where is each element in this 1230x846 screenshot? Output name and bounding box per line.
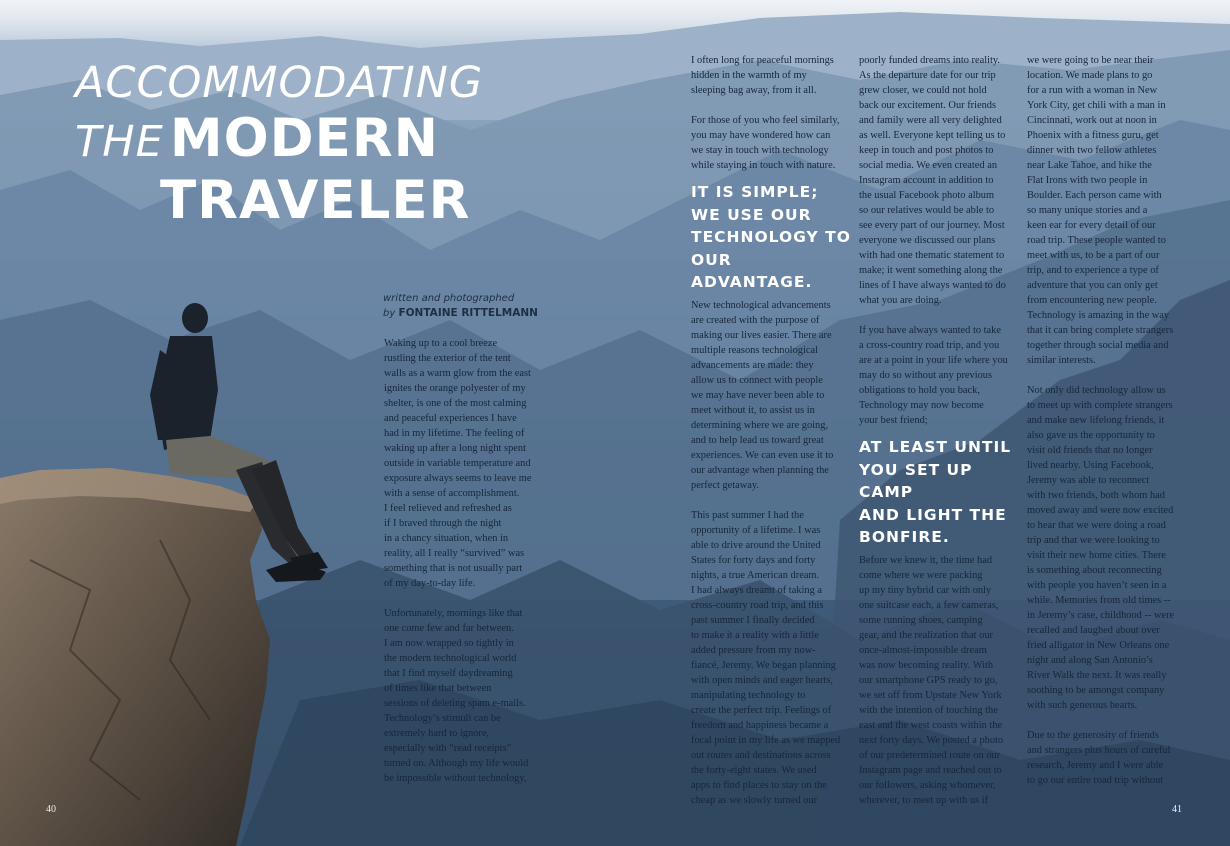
text-line: especially with “read receipts” [384, 743, 512, 754]
text-line: adventure that you can only get [1027, 280, 1158, 291]
pull-quote-line: WE USE OUR [691, 205, 812, 224]
text-line: and strangers plus hours of careful [1027, 745, 1171, 756]
text-line: your best friend; [859, 415, 928, 426]
text-line: create the perfect trip. Feelings of [691, 704, 832, 716]
text-line: visit old friends that no longer [1027, 445, 1153, 456]
text-line: States for forty days and forty [691, 554, 816, 566]
text-line: the modern technological world [384, 653, 517, 664]
text-line: we set off from Upstate New York [859, 689, 1002, 701]
text-line: extremely hard to ignore, [384, 728, 490, 739]
text-line: trip and that we were looking to [1027, 535, 1160, 546]
text-line: social media. We even created an [859, 160, 998, 171]
text-line: to go our entire road trip without [1027, 775, 1164, 786]
text-line: meet without it, to assist us in [691, 404, 815, 416]
text-line: keen ear for every detail of our [1027, 220, 1156, 231]
text-line: opportunity of a lifetime. I was [691, 524, 821, 536]
paragraph [859, 553, 1025, 808]
article-column-2 [691, 53, 857, 808]
text-line: out routes and destinations across [691, 749, 831, 761]
text-line: the forty-eight states. We used [691, 764, 817, 776]
text-line: River Walk the next. It was really [1027, 670, 1167, 681]
text-line: with open minds and eager hearts, [691, 674, 833, 686]
text-line: our advantage when planning the [691, 464, 829, 476]
paragraph [859, 323, 1025, 428]
text-line: This past summer I had the [691, 509, 804, 521]
text-line: that I find myself daydreaming [384, 668, 513, 679]
paragraph [691, 53, 857, 98]
text-line: past summer I finally decided [691, 614, 815, 626]
text-line: able to drive around the United [691, 539, 821, 551]
text-line: For those of you who feel similarly, [691, 115, 840, 126]
text-line: Due to the generosity of friends [1027, 730, 1159, 741]
page-number-right: 41 [1172, 804, 1182, 815]
text-line: was now becoming reality. With [859, 659, 994, 671]
byline-author: FONTAINE RITTELMANN [398, 307, 538, 319]
text-line: sessions of deleting spam e-mails. [384, 698, 526, 709]
text-line: we may have never been able to [691, 389, 825, 401]
text-line: our followers, asking whomever, [859, 779, 996, 791]
text-line: you may have wondered how can [691, 130, 831, 141]
text-line: some running shoes, camping [859, 614, 983, 626]
text-line: together through social media and [1027, 340, 1169, 351]
text-line: what you are doing. [859, 295, 942, 306]
pull-quote [691, 181, 857, 294]
text-line: the usual Facebook photo album [859, 190, 995, 201]
article-column-3 [859, 53, 1025, 808]
text-line: are created with the purpose of [691, 314, 820, 326]
text-line: I am now wrapped so tightly in [384, 638, 514, 649]
text-line: with people you haven’t seen in a [1027, 580, 1167, 591]
paragraph-gap [384, 591, 550, 606]
text-line: similar interests. [1027, 355, 1096, 366]
text-line: to hear that we were doing a road [1027, 520, 1166, 531]
paragraph [384, 336, 550, 591]
text-line: so many unique stories and a [1027, 205, 1148, 216]
paragraph [384, 606, 550, 786]
title-the: THE [75, 117, 164, 167]
text-line: of our predetermined route on our [859, 749, 1001, 761]
text-line: with had one thematic statement to [859, 250, 1005, 261]
byline [383, 292, 538, 321]
text-line: one suitcase each, a few cameras, [859, 599, 999, 611]
text-line: As the departure date for our trip [859, 70, 996, 81]
text-line: cheap as we slowly turned our [691, 794, 818, 806]
text-line: dinner with two fellow athletes [1027, 145, 1157, 156]
title-line-1: ACCOMMODATING [75, 58, 484, 108]
text-line: back our excitement. Our friends [859, 100, 997, 111]
text-line: and to help lead us toward great [691, 434, 824, 446]
paragraph [1027, 728, 1193, 788]
text-line: gear, and the realization that our [859, 629, 994, 641]
paragraph [859, 53, 1025, 308]
text-line: moved away and were now excited [1027, 505, 1174, 516]
text-line: once-almost-impossible dream [859, 644, 987, 656]
text-line: Jeremy was able to reconnect [1027, 475, 1150, 486]
text-line: apps to find places to stay on the [691, 779, 827, 791]
text-line: we were going to be near their [1027, 55, 1154, 66]
text-line: Waking up to a cool breeze [384, 338, 498, 349]
text-line: rustling the exterior of the tent [384, 353, 511, 364]
title-line-3: TRAVELER [160, 170, 471, 231]
pull-quote-line: BONFIRE. [859, 528, 950, 546]
text-line: everyone we discussed our plans [859, 235, 996, 246]
text-line: recalled and laughed about over [1027, 625, 1160, 636]
text-line: reality, all I really “survived” was [384, 548, 525, 559]
text-line: see every part of our journey. Most [859, 220, 1005, 231]
text-line: Unfortunately, mornings like that [384, 608, 523, 619]
text-line: come where we were packing [859, 569, 983, 581]
title-line-2 [75, 108, 439, 169]
text-line: one come few and far between. [384, 623, 514, 634]
text-line: also gave us the opportunity to [1027, 430, 1155, 441]
pull-quote [859, 436, 1025, 549]
pull-quote-line: YOU SET UP CAMP [859, 460, 973, 501]
text-line: near Lake Tahoe, and hike the [1027, 160, 1152, 171]
text-line: of my day-to-day life. [384, 578, 476, 589]
text-line: and make new lifelong friends, it [1027, 415, 1165, 426]
text-line: Boulder. Each person came with [1027, 190, 1162, 201]
text-line: making our lives easier. There are [691, 329, 832, 341]
text-line: focal point in my life as we mapped [691, 734, 841, 746]
text-line: hidden in the warmth of my [691, 70, 807, 81]
text-line: Cincinnati, work out at noon in [1027, 115, 1157, 126]
text-line: road trip. These people wanted to [1027, 235, 1166, 246]
text-line: freedom and happiness became a [691, 719, 829, 731]
text-line: of times like that between [384, 683, 492, 694]
paragraph [1027, 53, 1193, 368]
text-line: with a sense of accomplishment. [384, 488, 520, 499]
text-line: York City, get chili with a man in [1027, 100, 1166, 111]
text-line: cross-country road trip, and this [691, 599, 824, 611]
text-line: New technological advancements [691, 299, 831, 311]
text-line: is something about reconnecting [1027, 565, 1162, 576]
text-line: walls as a warm glow from the east [384, 368, 531, 379]
text-line: Before we knew it, the time had [859, 554, 993, 566]
text-line: to make it a reality with a little [691, 629, 819, 641]
text-line: Technology’s stimuli can be [384, 713, 501, 724]
text-line: perfect getaway. [691, 479, 759, 491]
text-line: Not only did technology allow us [1027, 385, 1166, 396]
text-line: fiancé, Jeremy. We began planning [691, 659, 836, 671]
text-line: that it can bring complete strangers [1027, 325, 1174, 336]
text-line: determining where we are going, [691, 419, 829, 431]
text-line: next forty days. We posted a photo [859, 734, 1004, 746]
text-line: while. Memories from old times -- [1027, 595, 1171, 606]
text-line: had in my lifetime. The feeling of [384, 428, 525, 439]
text-line: make; it went something along the [859, 265, 1003, 276]
text-line: our smartphone GPS ready to go, [859, 674, 998, 686]
text-line: fried alligator in New Orleans one [1027, 640, 1170, 651]
text-line: visit their new home cities. There [1027, 550, 1166, 561]
text-line: up my tiny hybrid car with only [859, 584, 992, 596]
text-line: trip, and to experience a type of [1027, 265, 1159, 276]
text-line: multiple reasons technological [691, 344, 818, 356]
text-line: in a chancy situation, when in [384, 533, 509, 544]
text-line: I often long for peaceful mornings [691, 55, 834, 66]
paragraph-gap [859, 308, 1025, 323]
text-line: from encountering new people. [1027, 295, 1157, 306]
paragraph-gap [1027, 368, 1193, 383]
text-line: I feel relieved and refreshed as [384, 503, 512, 514]
text-line: Technology is amazing in the way [1027, 310, 1170, 321]
paragraph [1027, 383, 1193, 713]
text-line: Phoenix with a fitness guru, get [1027, 130, 1159, 141]
text-line: and family were all very delighted [859, 115, 1002, 126]
text-line: obligations to hold you back, [859, 385, 980, 396]
text-line: manipulating technology to [691, 689, 806, 701]
text-line: a cross-country road trip, and you [859, 340, 1000, 351]
text-line: wherever, to meet up with us if [859, 794, 989, 806]
article-column-1 [384, 336, 550, 786]
pull-quote-line: IT IS SIMPLE; [691, 183, 819, 201]
text-line: for a run with a woman in New [1027, 85, 1158, 96]
text-line: exposure always seems to leave me [384, 473, 532, 484]
byline-by: by [383, 308, 396, 319]
text-line: turned on. Although my life would [384, 758, 529, 769]
text-line: Flat Irons with two people in [1027, 175, 1148, 186]
pull-quote-line: OUR ADVANTAGE. [691, 250, 813, 291]
text-line: lines of I have always wanted to do [859, 280, 1006, 291]
text-line: keep in touch and post photos to [859, 145, 994, 156]
text-line: and peaceful experiences I have [384, 413, 517, 424]
text-line: be impossible without technology, [384, 773, 527, 784]
text-line: if I braved through the night [384, 518, 502, 529]
text-line: sleeping bag away, from it all. [691, 85, 817, 96]
text-line: lived nearby. Using Facebook, [1027, 460, 1154, 471]
text-line: experiences. We can even use it to [691, 449, 834, 461]
text-line: something that is not usually part [384, 563, 523, 574]
text-line: ignites the orange polyester of my [384, 383, 526, 394]
text-line: soothing to be amongst company [1027, 685, 1165, 696]
text-line: added pressure from my now- [691, 644, 816, 656]
text-line: to meet up with complete strangers [1027, 400, 1173, 411]
text-line: waking up after a long night spent [384, 443, 526, 454]
text-line: poorly funded dreams into reality. [859, 55, 1001, 66]
text-line: with the intention of touching the [859, 704, 998, 716]
page-number-left: 40 [46, 804, 56, 815]
text-line: we stay in touch with technology [691, 145, 829, 156]
text-line: location. We made plans to go [1027, 70, 1153, 81]
text-line: grew closer, we could not hold [859, 85, 987, 96]
title-modern: MODERN [169, 108, 440, 169]
paragraph [691, 298, 857, 493]
text-line: Instagram page and reached out to [859, 764, 1002, 776]
text-line: meet with us, to be a part of our [1027, 250, 1160, 261]
text-line: outside in variable temperature and [384, 458, 531, 469]
paragraph-gap [691, 493, 857, 508]
text-line: with two friends, both whom had [1027, 490, 1165, 501]
text-line: advancements are made: they [691, 359, 814, 371]
text-line: may do so without any previous [859, 370, 993, 381]
text-line: east and the west coasts within the [859, 719, 1003, 731]
paragraph-gap [691, 98, 857, 113]
article-column-4 [1027, 53, 1193, 788]
paragraph-gap [1027, 713, 1193, 728]
text-line: If you have always wanted to take [859, 325, 1001, 336]
text-line: Instagram account in addition to [859, 175, 994, 186]
paragraph [691, 508, 857, 808]
text-line: so our relatives would be able to [859, 205, 995, 216]
text-line: as well. Everyone kept telling us to [859, 130, 1006, 141]
text-line: with such generous hearts. [1027, 700, 1138, 711]
byline-credit: written and photographed [383, 293, 515, 304]
text-line: in Jeremy’s case, childhood -- were [1027, 610, 1175, 621]
text-line: Technology may now become [859, 400, 984, 411]
text-line: while staying in touch with nature. [691, 160, 836, 171]
pull-quote-line: AND LIGHT THE [859, 505, 1007, 524]
pull-quote-line: AT LEAST UNTIL [859, 438, 1012, 456]
text-line: I had always dreamt of taking a [691, 584, 822, 596]
text-line: are at a point in your life where you [859, 355, 1008, 366]
text-line: allow us to connect with people [691, 374, 823, 386]
text-line: research, Jeremy and I were able [1027, 760, 1164, 771]
text-line: night and along San Antonio’s [1027, 655, 1153, 666]
paragraph [691, 113, 857, 173]
text-line: nights, a true American dream. [691, 569, 820, 581]
pull-quote-line: TECHNOLOGY TO [691, 228, 851, 246]
text-line: shelter, is one of the most calming [384, 398, 527, 409]
